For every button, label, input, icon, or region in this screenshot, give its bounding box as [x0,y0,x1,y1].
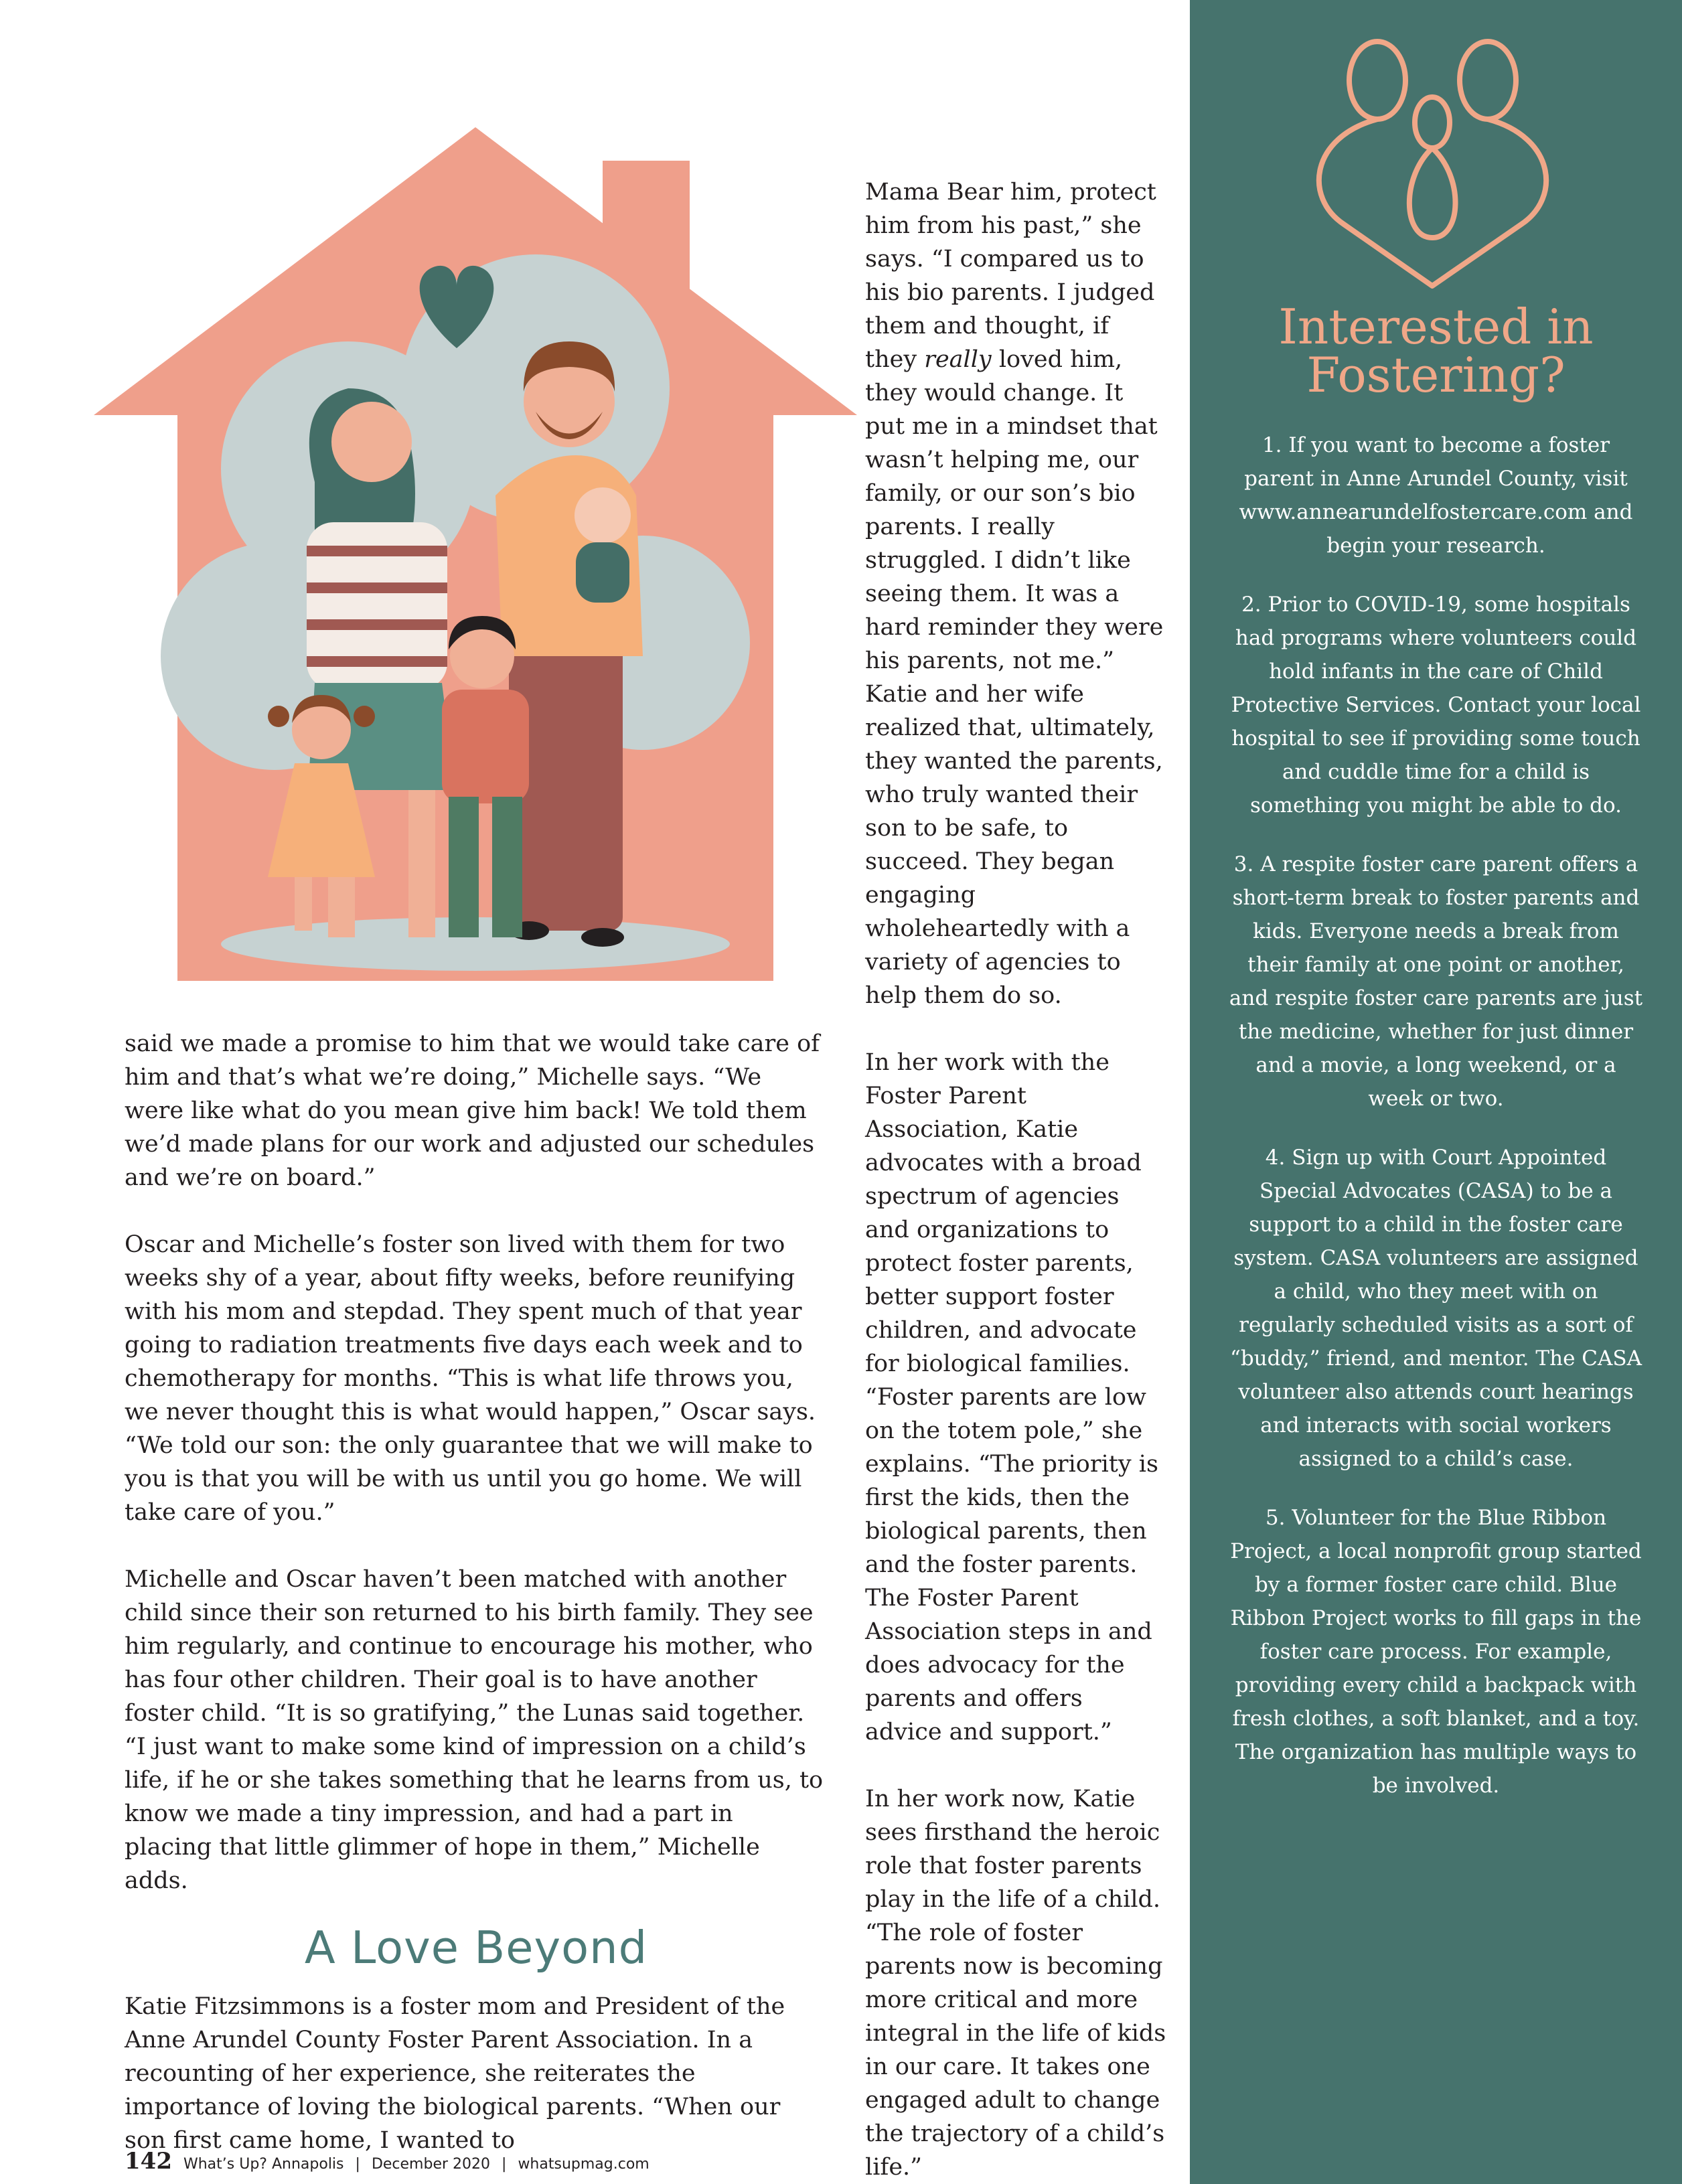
fostering-tips-list [1227,428,1645,1828]
tip-item: 4. Sign up with Court Appointed Special Advocates (CASA) to be a support to a child in the foster care system. CASA volunteers are assigned a child, who they meet with on regularly scheduled visits as a sort of “buddy,” friend, and mentor. The CASA volunteer also attends court hearings and interacts with social workers assigned to a child’s case. [1229,1146,1642,1471]
footer-separator: | [502,2156,507,2173]
text-run: Mama Bear him, protect him from his past,” she says. “I compared us to his bio parents. I judged them and thought, if they [865,179,1156,373]
text-run: loved him, they would change. It put me in a mindset that wasn’t helping me, our family, or our son’s bio parents. I really struggled. I didn’t like seeing them. It was a hard reminder they were his parents, not me.” Katie and her wife realized that, ultimately, they wanted the parents, who truly wanted their son to be safe, to succeed. They began engaging wholeheartedly with a variety of agencies to help them do so. [865,346,1164,1009]
body-paragraph: In her work with the Foster Parent Association, Katie advocates with a broad spectrum of agencies and organizations to protect foster parents, better support foster children, and advocate for biological families. “Foster parents are low on the totem pole,” she explains. “The priority is first the kids, then the biological parents, then and the foster parents. The Foster Parent Association steps in and does advocacy for the parents and offers advice and support.” [865,1049,1158,1745]
sidebar-title-line: Fostering? [1306,347,1565,403]
issue-date: December 2020 [371,2156,491,2173]
sidebar-title [1217,299,1655,403]
body-paragraph: Michelle and Oscar haven’t been matched with another child since their son returned to his birth family. They see him regularly, and continue to encourage his mother, who has four other children. Their goal is to have another foster child. “It is so gratifying,” the Lunas said together. “I just want to make some kind of impression on a child’s life, if he or she takes something that he learns from us, to know we made a tiny impression, and had a part in placing that little glimmer of hope in them,” Michelle adds. [125,1566,824,1894]
tip-item: 3. A respite foster care parent offers a short-term break to foster parents and kids. Everyone needs a break from their family at one point or another, and respite foster care parents are just the medicine, whether for just dinner and a movie, a long weekend, or a week or two. [1229,852,1643,1111]
family-house-illustration [94,121,857,981]
page-number: 142 [125,2148,172,2175]
footer-separator: | [355,2156,360,2173]
emphasis-text: really [924,346,992,373]
tip-item: 1. If you want to become a foster parent in Anne Arundel County, visit www.annearundelfostercare.com and begin your research. [1239,433,1633,558]
tip-item: 5. Volunteer for the Blue Ribbon Project, a local nonprofit group started by a former foster care child. Blue Ribbon Project works to fill gaps in the foster care process. For example, providing every child a backpack with fresh clothes, a soft blanket, and a toy. The organization has multiple ways to be involved. [1230,1506,1642,1798]
body-paragraph: Katie Fitzsimmons is a foster mom and President of the Anne Arundel County Foster Parent Association. In a recounting of her experience, she reiterates the importance of loving the biological parents. “When our son first came home, I wanted to [125,1993,785,2154]
page-footer [125,2148,649,2175]
left-column-article [125,1027,828,2157]
publication-name: What’s Up? Annapolis [183,2156,344,2173]
family-heart-logo-icon [1284,37,1578,291]
right-column-article [865,175,1166,2184]
tip-item: 2. Prior to COVID-19, some hospitals had programs where volunteers could hold infants in the care of Child Protective Services. Contact your local hospital to see if providing some touch and cuddle time for a child is something you might be able to do. [1231,593,1641,817]
body-paragraph: said we made a promise to him that we would take care of him and that’s what we’re doing,” Michelle says. “We were like what do you mean give him back! We told them we’d made plans for our work and adjusted our schedules and we’re on board.” [125,1030,820,1191]
section-subheading: A Love Beyond [304,1922,648,1974]
sidebar-title-line: Interested in [1278,299,1594,355]
body-paragraph: Oscar and Michelle’s foster son lived with them for two weeks shy of a year, about fifty weeks, before reunifying with his mom and stepdad. They spent much of that year going to radiation treatments five days each week and to chemotherapy for months. “This is what life throws you, we never thought this is what would happen,” Oscar says. “We told our son: the only guarantee that we will make to you is that you will be with us until you go home. We will take care of you.” [125,1231,816,1526]
website-link[interactable]: whatsupmag.com [518,2156,649,2173]
body-paragraph [865,175,1166,1012]
fostering-sidebar [1190,0,1682,2184]
body-paragraph: In her work now, Katie sees firsthand the heroic role that foster parents play in the life of a child. “The role of foster parents now is becoming more critical and more integral in the life of kids in our care. It takes one engaged adult to change the trajectory of a child’s life.” [865,1786,1166,2181]
